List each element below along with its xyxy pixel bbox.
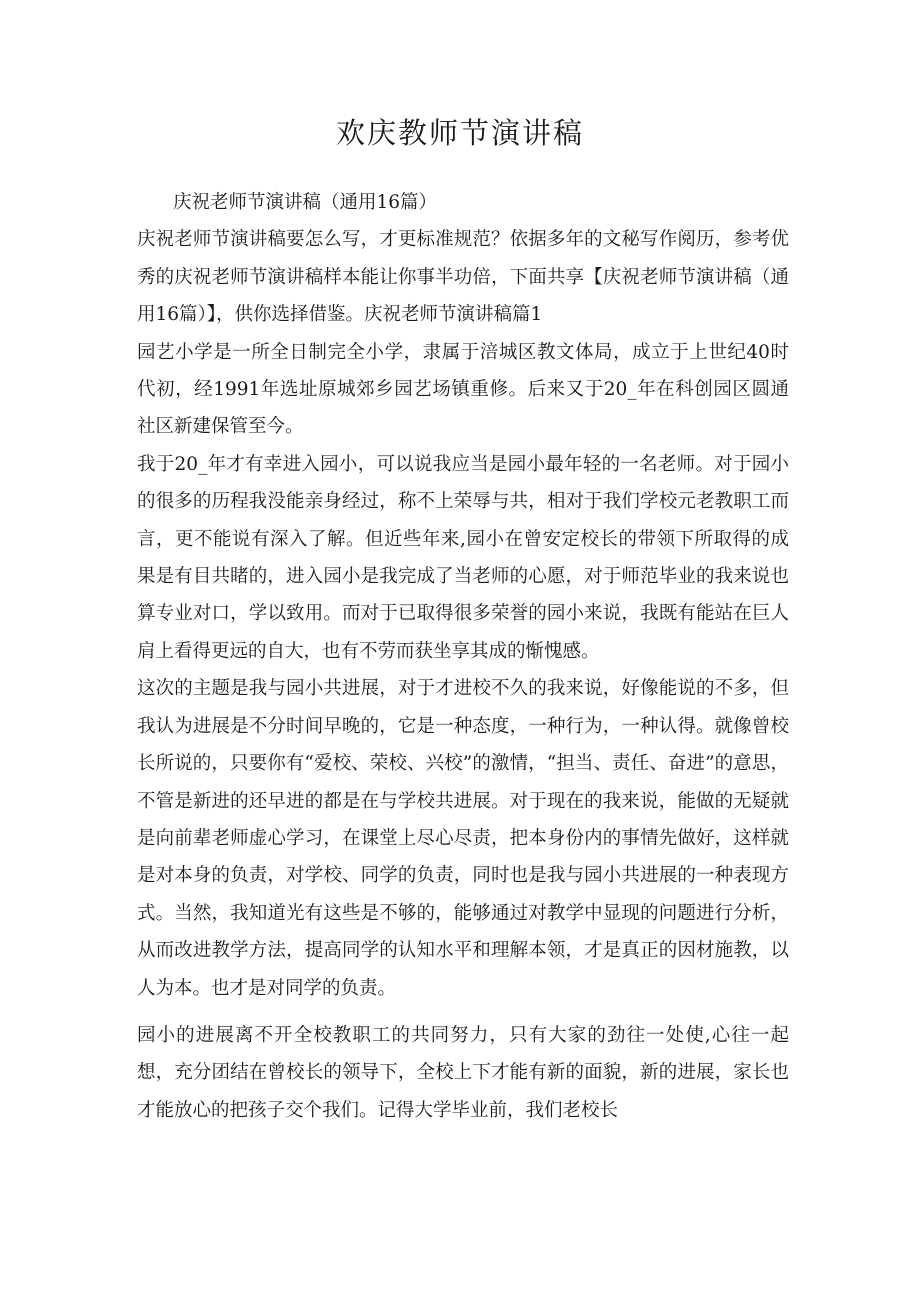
paragraph-teamwork: 园小的进展离不开全校教职工的共同努力，只有大家的劲往一处使,心往一起想，充分团结在曾校长的领导下，全校上下才能有新的面貌，新的进展，家长也才能放心的把孩子交个我们。记得大学毕业前，我们老校长 (137, 1024, 789, 1121)
document-title: 欢庆教师节演讲稿 (335, 116, 584, 150)
paragraph-joining: 我于20_年才有幸进入园小，可以说我应当是园小最年轻的一名老师。对于园小的很多的历程我没能亲身经过，称不上荣辱与共，相对于我们学校元老教职工而言，更不能说有深入了解。但近些年来,园小在曾安定校长的带领下所取得的成果是有目共睹的，进入园小是我完成了当老师的心愿，对于师范毕业的我来说也算专业对口，学以致用。而对于已取得很多荣誉的园小来说，我既有能站在巨人肩上看得更远的自大，也有不劳而获坐享其成的惭愧感。 (137, 453, 789, 662)
paragraph-theme: 这次的主题是我与园小共进展，对于才进校不久的我来说，好像能说的不多，但我认为进展是不分时间早晚的，它是一种态度，一种行为，一种认得。就像曾校长所说的，只要你有“爱校、荣校、兴校”的激情，“担当、责任、奋进”的意思，不管是新进的还早进的都是在与学校共进展。对于现在的我来说，能做的无疑就是向前辈老师虚心学习，在课堂上尽心尽责，把本身份内的事情先做好，这样就是对本身的负责，对学校、同学的负责，同时也是我与园小共进展的一种表现方式。当然，我知道光有这些是不够的，能够通过对教学中显现的问题进行分析，从而改进教学方法，提高同学的认知水平和理解本领，才是真正的因材施教，以人为本。也才是对同学的负责。 (137, 678, 789, 999)
document-body (137, 184, 789, 1129)
paragraph-intro: 庆祝老师节演讲稿要怎么写，才更标准规范？依据多年的文秘写作阅历，参考优秀的庆祝老师节演讲稿样本能让你事半功倍，下面共享【庆祝老师节演讲稿（通用16篇）】，供你选择借鉴。庆祝老师节演讲稿篇1 (137, 229, 789, 326)
document-subtitle: 庆祝老师节演讲稿（通用16篇） (173, 192, 438, 213)
paragraph-school-history: 园艺小学是一所全日制完全小学，隶属于涪城区教文体局，成立于上世纪40时代初，经1991年选址原城郊乡园艺场镇重修。后来又于20_年在科创园区圆通社区新建保管至今。 (137, 341, 789, 438)
